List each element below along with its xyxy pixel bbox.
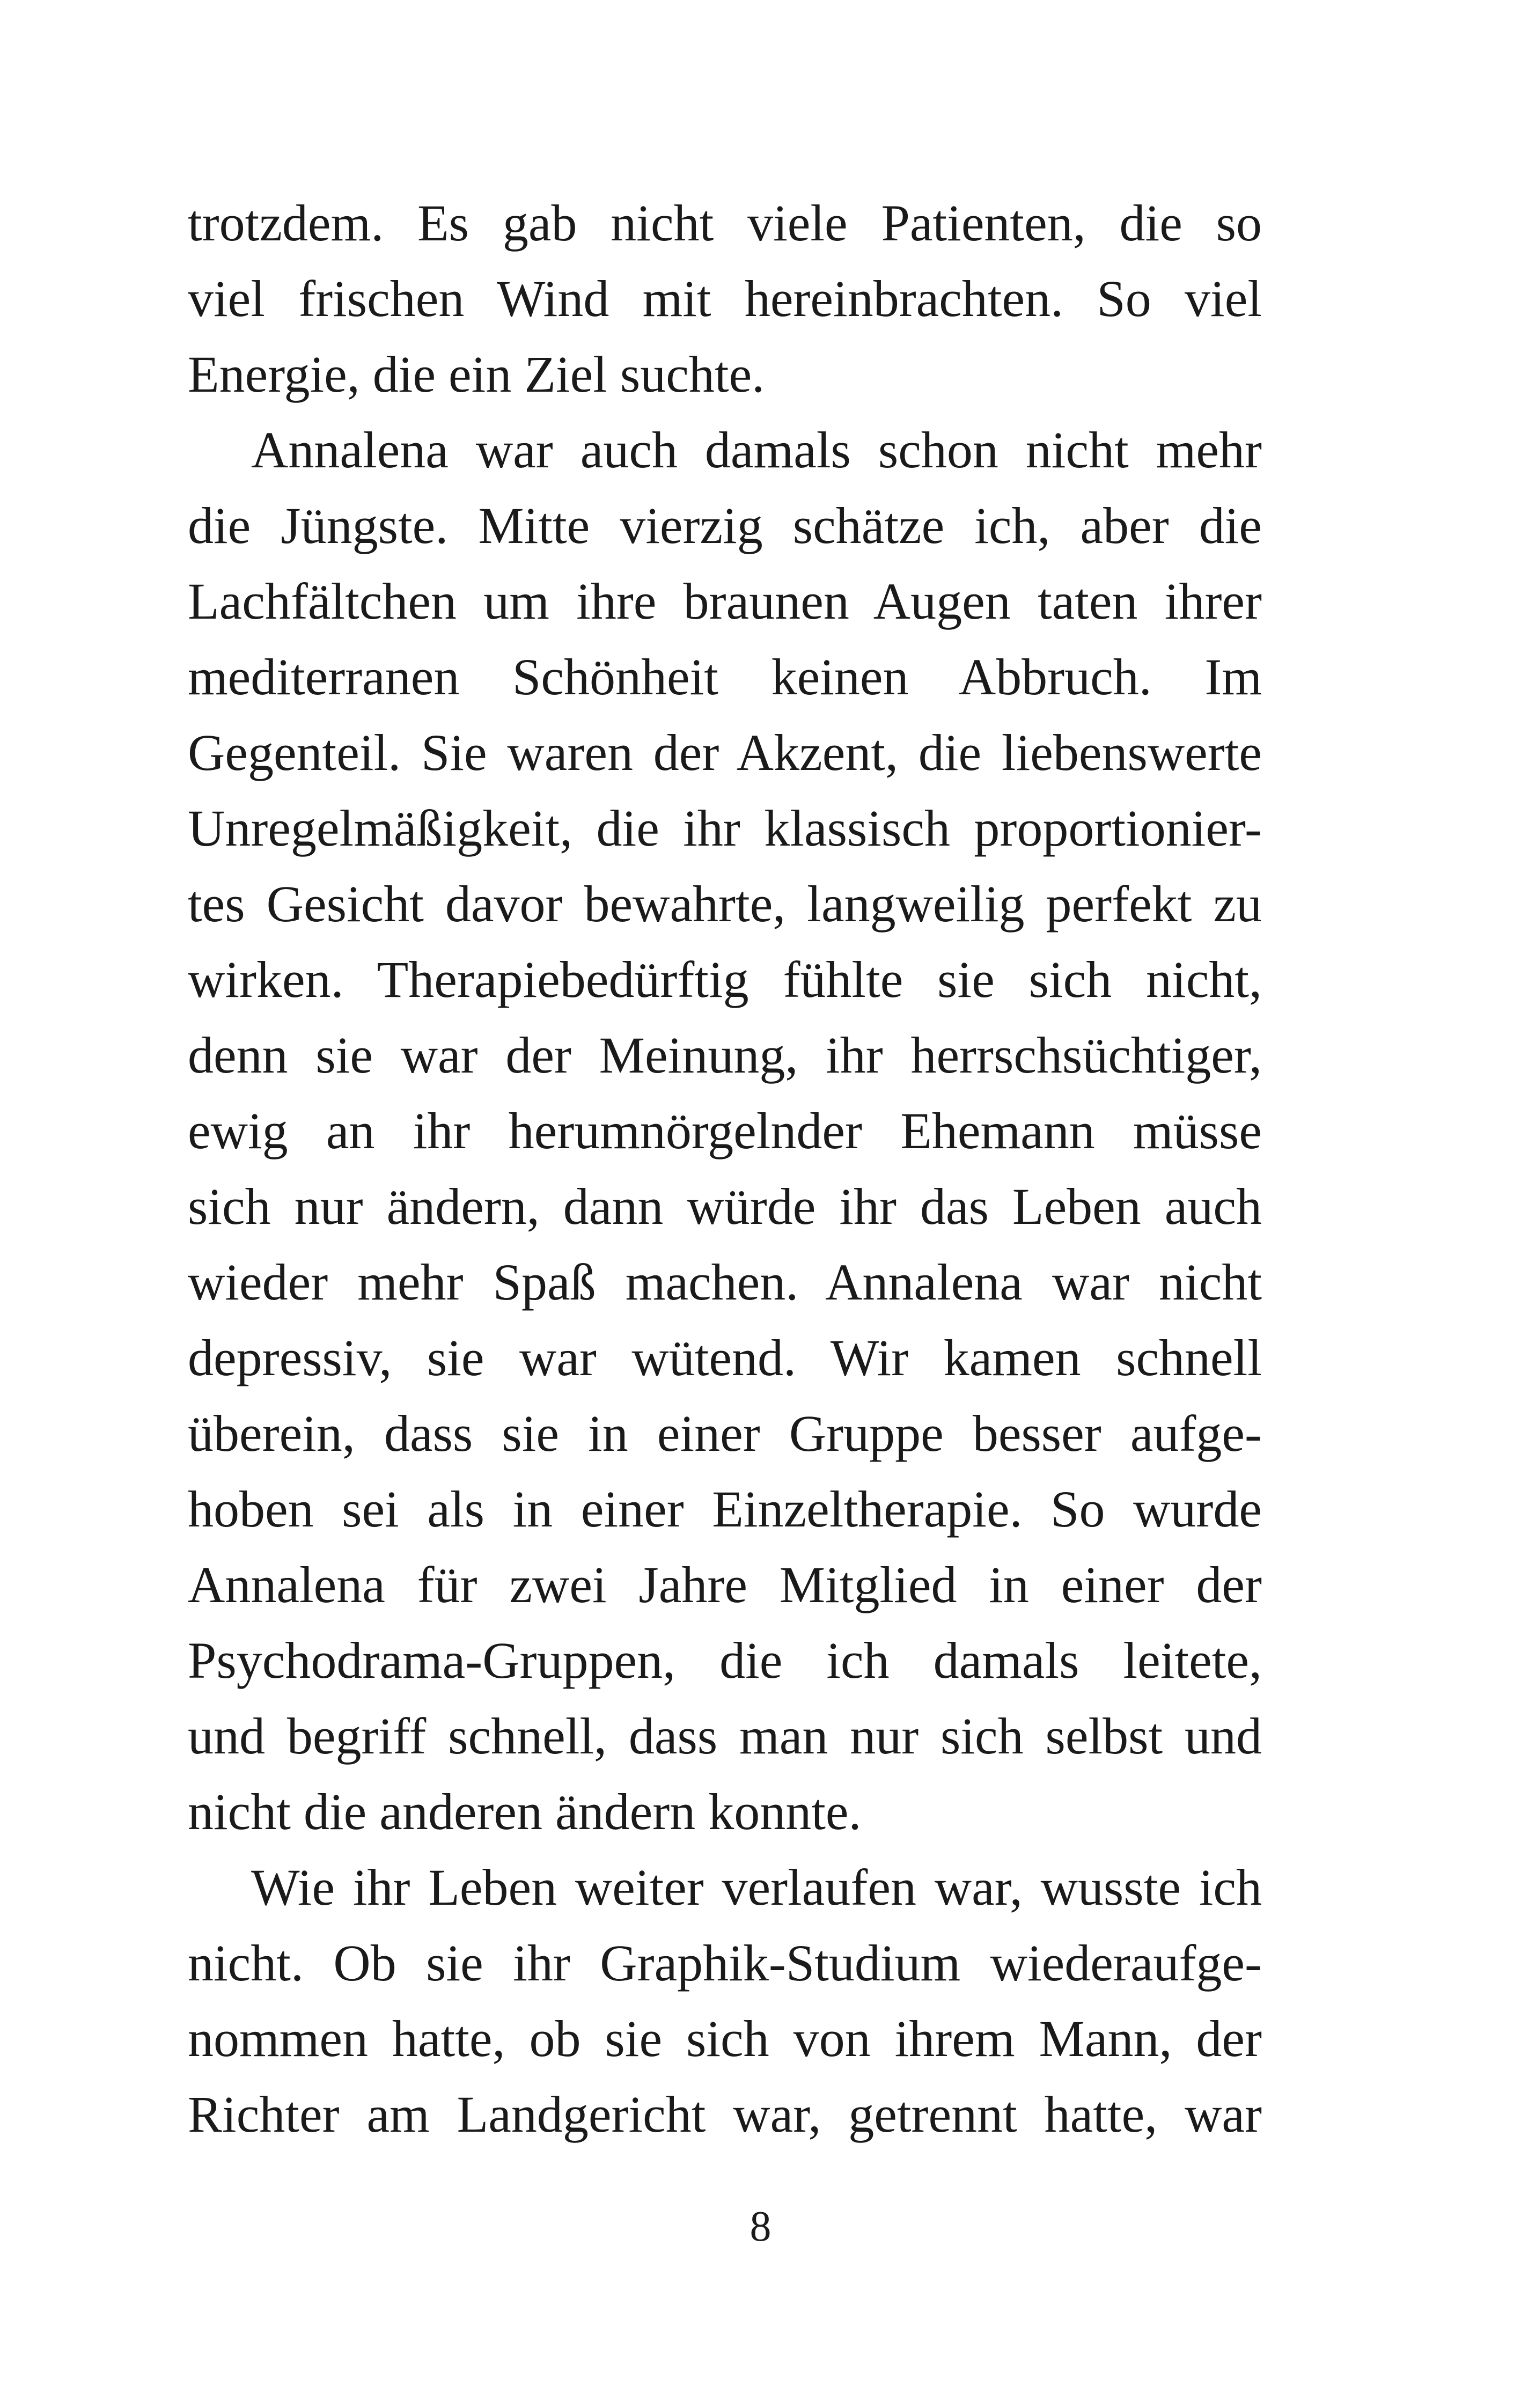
page-number: 8 [750, 2203, 771, 2250]
text-line: Lachfältchen um ihre braunen Augen taten ihrer [188, 572, 1262, 630]
text-line: überein, dass sie in einer Gruppe besser aufge- [188, 1405, 1262, 1462]
text-line: Annalena war auch damals schon nicht mehr [251, 421, 1262, 479]
text-line: Annalena für zwei Jahre Mitglied in einer der [188, 1556, 1262, 1613]
text-line: nicht die anderen ändern konnte. [188, 1783, 862, 1840]
text-line: wieder mehr Spaß machen. Annalena war nicht [188, 1253, 1262, 1311]
text-line: trotzdem. Es gab nicht viele Patienten, die so [188, 194, 1262, 252]
text-line: Unregelmäßigkeit, die ihr klassisch proportionier- [188, 799, 1262, 857]
text-line: mediterranen Schönheit keinen Abbruch. Im [188, 648, 1262, 706]
text-line: Richter am Landgericht war, getrennt hatte, war [188, 2086, 1262, 2143]
text-line: wirken. Therapiebedürftig fühlte sie sich nicht, [188, 951, 1262, 1008]
text-line: tes Gesicht davor bewahrte, langweilig perfekt zu [188, 875, 1262, 933]
text-line: Wie ihr Leben weiter verlaufen war, wusste ich [251, 1859, 1262, 1916]
text-line: nommen hatte, ob sie sich von ihrem Mann, der [188, 2010, 1262, 2067]
text-line: ewig an ihr herumnörgelnder Ehemann müsse [188, 1102, 1262, 1159]
text-line: hoben sei als in einer Einzeltherapie. So wurde [188, 1480, 1262, 1538]
text-line: depressiv, sie war wütend. Wir kamen schnell [188, 1329, 1262, 1386]
body-text [188, 185, 1262, 2152]
text-line: sich nur ändern, dann würde ihr das Leben auch [188, 1178, 1262, 1235]
text-line: und begriff schnell, dass man nur sich selbst und [188, 1707, 1262, 1765]
text-line: Gegenteil. Sie waren der Akzent, die liebenswerte [188, 724, 1262, 781]
text-line: viel frischen Wind mit hereinbrachten. So viel [188, 270, 1262, 327]
text-line: die Jüngste. Mitte vierzig schätze ich, aber die [188, 497, 1262, 554]
text-line: denn sie war der Meinung, ihr herrschsüchtiger, [188, 1026, 1262, 1084]
text-line: Energie, die ein Ziel suchte. [188, 346, 765, 403]
text-line: nicht. Ob sie ihr Graphik-Studium wiederaufge- [188, 1934, 1262, 1992]
text-line: Psychodrama-Gruppen, die ich damals leitete, [188, 1632, 1262, 1689]
